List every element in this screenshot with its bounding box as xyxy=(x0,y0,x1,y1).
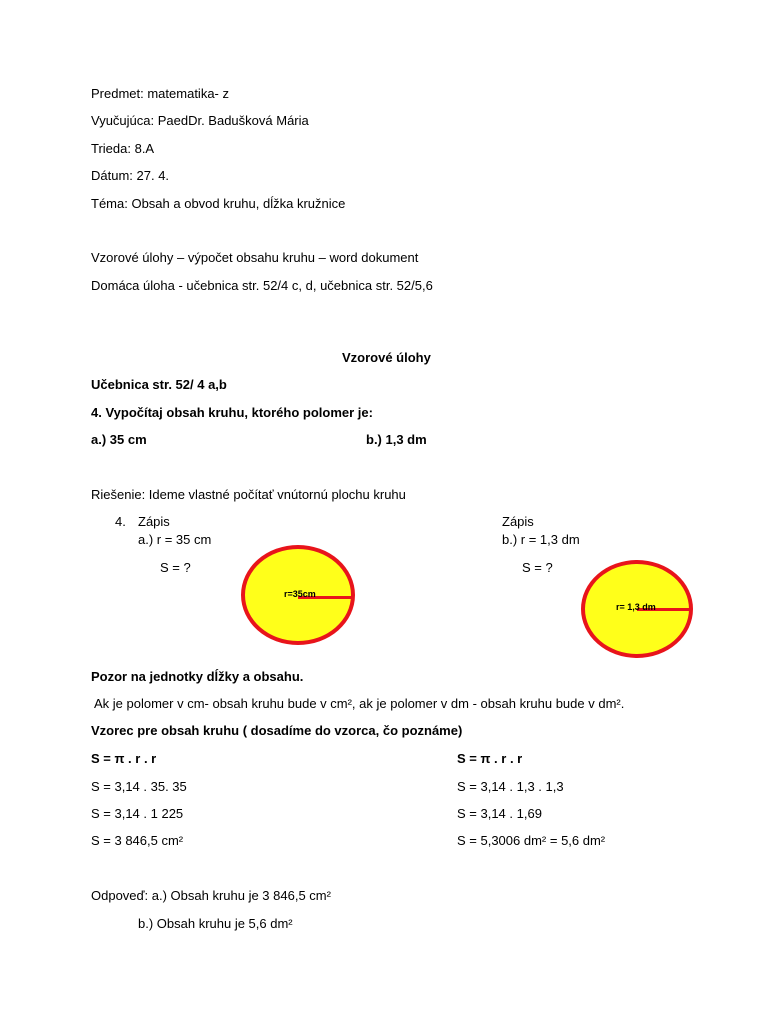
solution-intro: Riešenie: Ideme vlastné počítať vnútornú plochu kruhu xyxy=(91,487,406,502)
textbook-reference: Učebnica str. 52/ 4 a,b xyxy=(91,377,227,392)
calc-right-result: S = 5,3006 dm² = 5,6 dm² xyxy=(457,833,606,848)
section-title: Vzorové úlohy xyxy=(342,350,431,365)
calc-left-step-2: S = 3,14 . 1 225 xyxy=(91,806,184,821)
topic-line: Téma: Obsah a obvod kruhu, dĺžka kružnice xyxy=(91,196,346,211)
formula-right: S = π . r . r xyxy=(457,751,523,766)
formula-heading: Vzorec pre obsah kruhu ( dosadíme do vzorca, čo poznáme) xyxy=(91,723,463,738)
circle-a-label: r=35cm xyxy=(284,589,316,599)
subject-line: Predmet: matematika- z xyxy=(91,86,229,101)
calc-right-step-2: S = 3,14 . 1,69 xyxy=(457,806,542,821)
calc-left-step-1: S = 3,14 . 35. 35 xyxy=(91,779,187,794)
sample-tasks-line: Vzorové úlohy – výpočet obsahu kruhu – word dokument xyxy=(91,250,419,265)
unknown-right: S = ? xyxy=(522,560,553,575)
teacher-line: Vyučujúca: PaedDr. Badušková Mária xyxy=(91,113,309,128)
task-a: a.) 35 cm xyxy=(91,432,147,447)
given-b: b.) r = 1,3 dm xyxy=(502,532,580,547)
homework-line: Domáca úloha - učebnica str. 52/4 c, d, učebnica str. 52/5,6 xyxy=(91,278,433,293)
notation-label-left: Zápis xyxy=(138,514,170,529)
circle-b-label: r= 1,3 dm xyxy=(616,602,656,612)
formula-left: S = π . r . r xyxy=(91,751,157,766)
task-b: b.) 1,3 dm xyxy=(366,432,427,447)
unknown-left: S = ? xyxy=(160,560,191,575)
given-a: a.) r = 35 cm xyxy=(138,532,212,547)
calc-left-result: S = 3 846,5 cm² xyxy=(91,833,184,848)
list-number: 4. xyxy=(115,514,126,529)
task-statement: 4. Vypočítaj obsah kruhu, ktorého polomer je: xyxy=(91,405,373,420)
answer-b: b.) Obsah kruhu je 5,6 dm² xyxy=(138,916,293,931)
date-line: Dátum: 27. 4. xyxy=(91,168,170,183)
notation-label-right: Zápis xyxy=(502,514,534,529)
class-line: Trieda: 8.A xyxy=(91,141,155,156)
calc-right-step-1: S = 3,14 . 1,3 . 1,3 xyxy=(457,779,564,794)
units-warning: Pozor na jednotky dĺžky a obsahu. xyxy=(91,669,304,684)
units-note: Ak je polomer v cm- obsah kruhu bude v cm², ak je polomer v dm - obsah kruhu bude v dm². xyxy=(94,696,625,711)
answer-a: Odpoveď: a.) Obsah kruhu je 3 846,5 cm² xyxy=(91,888,331,903)
